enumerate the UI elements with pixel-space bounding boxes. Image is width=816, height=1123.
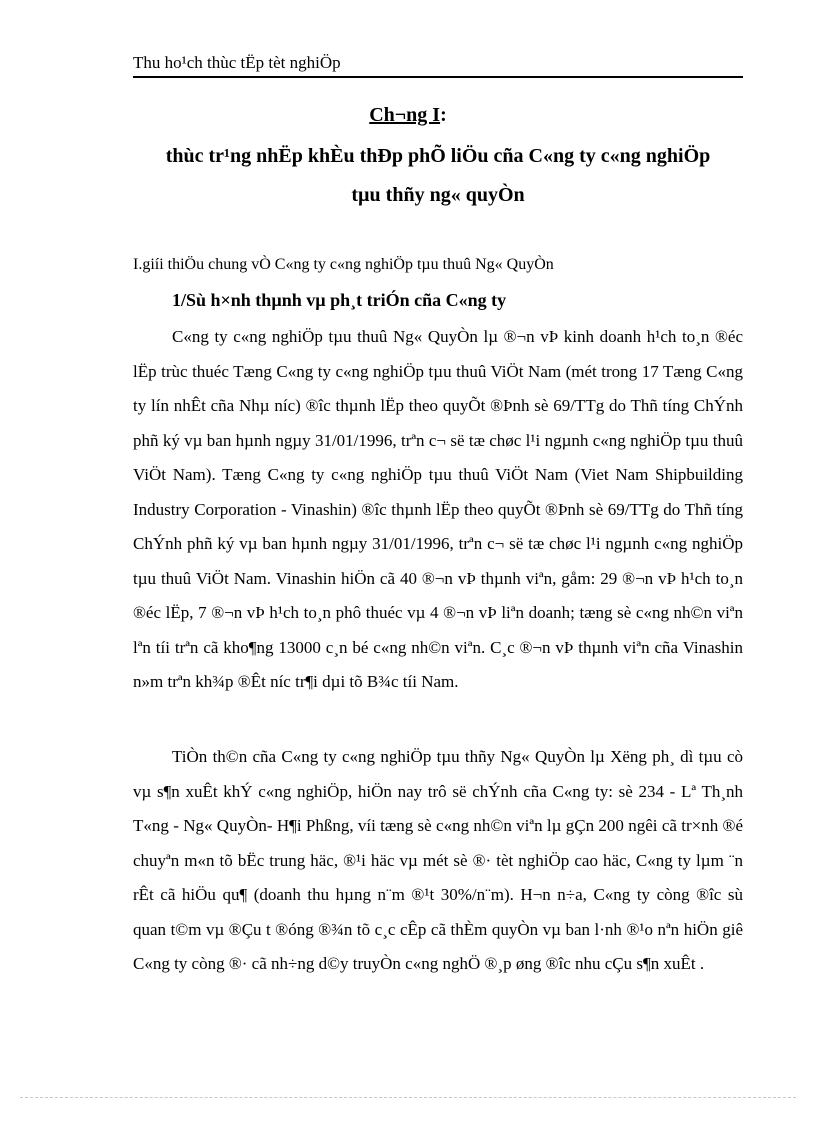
body-paragraph-2: TiÒn th©n cña C«ng ty c«ng nghiÖp tµu thñy Ng« QuyÒn lµ Xëng ph¸ dì tµu cò vµ s¶n xuÊt khÝ c«ng nghiÖp, hiÖn nay trô së chÝnh cña C«ng ty: sè 234 - Lª Th¸nh T«ng - Ng« QuyÒn- H¶i Phßng, víi tæng sè c«ng nh©n viªn lµ gÇn 200 ngêi cã tr×nh ®é chuyªn m«n tõ bËc trung häc, ®¹i häc vµ mét sè ®· tèt nghiÖp cao häc, C«ng ty lµm ¨n rÊt cã hiÖu qu¶ (doanh thu hµng n¨m ®¹t 30%/n¨m). H¬n n÷a, C«ng ty còng ®îc sù quan t©m vµ ®Çu t ®óng ®¾n tõ c¸c cÊp cã thÈm quyÒn vµ ban l·nh ®¹o nªn hiÖn giê C«ng ty còng ®· cã nh÷ng d©y truyÒn c«ng nghÖ ®¸p øng ®îc nhu cÇu s¶n xuÊt . (133, 747, 743, 973)
section-heading: I.giíi thiÖu chung vÒ C«ng ty c«ng nghiÖp tµu thuû Ng« QuyÒn (133, 256, 554, 273)
page-bottom-border (20, 1097, 796, 1098)
header-rule (133, 76, 743, 78)
chapter-heading (0, 102, 816, 128)
body-paragraph-1: C«ng ty c«ng nghiÖp tµu thuû Ng« QuyÒn lµ ®¬n vÞ kinh doanh h¹ch to¸n ®éc lËp trùc thuéc Tæng C«ng ty c«ng nghiÖp tµu thuû ViÖt Nam (mét trong 17 Tæng C«ng ty lín nhÊt cña Nhµ níc) ®îc thµnh lËp theo quyÕt ®Þnh sè 69/TTg do Thñ tíng ChÝnh phñ ký vµ ban hµnh ngµy 31/01/1996, trªn c¬ së tæ chøc l¹i ngµnh c«ng nghiÖp tµu thuû ViÖt Nam). Tæng C«ng ty c«ng nghiÖp tµu thuû ViÖt Nam (Viet Nam Shipbuilding Industry Corporation - Vinashin) ®îc thµnh lËp theo quyÕt ®Þnh sè 69/TTg do Thñ tíng ChÝnh phñ ký vµ ban hµnh ngµy 31/01/1996, trªn c¬ së tæ chøc l¹i ngµnh c«ng nghiÖp tµu thuû ViÖt Nam. Vinashin hiÖn cã 40 ®¬n vÞ thµnh viªn, gåm: 29 ®¬n vÞ h¹ch to¸n ®éc lËp, 7 ®¬n vÞ h¹ch to¸n phô thuéc vµ 4 ®¬n vÞ liªn doanh; tæng sè c«ng nh©n viªn lªn tíi trªn cã kho¶ng 13000 c¸n bé c«ng nh©n viªn. C¸c ®¬n vÞ thµnh viªn cña Vinashin n»m trªn kh¾p ®Êt níc tr¶i dµi tõ B¾c tíi Nam. (133, 327, 743, 691)
chapter-colon: : (440, 104, 447, 126)
page-header: Thu ho¹ch thùc tËp tèt nghiÖp (133, 53, 341, 72)
chapter-label: Ch¬ng I (369, 104, 441, 126)
chapter-title-line-1: thùc tr¹ng nhËp khÈu thÐp phÕ liÖu cña C«ng ty c«ng nghiÖp (165, 145, 711, 167)
chapter-title-line-2: tµu thñy ng« quyÒn (351, 184, 525, 206)
subsection-heading: 1/Sù h×nh thµnh vµ ph¸t triÓn cña C«ng ty (172, 290, 507, 310)
